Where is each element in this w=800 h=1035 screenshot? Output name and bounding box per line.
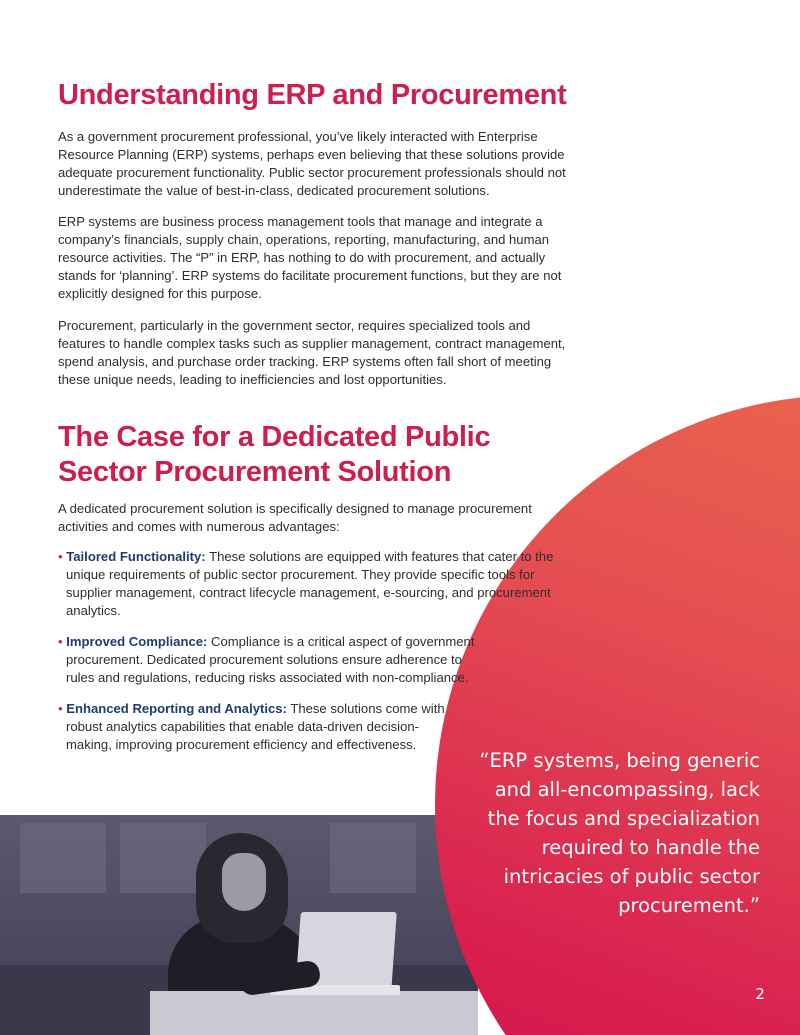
bullet-marker: •	[58, 701, 67, 716]
pull-quote: “ERP systems, being generic and all-encompassing, lack the focus and specialization required to handle the intricacies of public sector procurement.”	[479, 749, 760, 917]
bullet-term: Improved Compliance:	[66, 634, 208, 649]
paragraph-dedicated-intro: A dedicated procurement solution is specifically designed to manage procurement activities and comes with numerous advantages:	[58, 501, 532, 534]
bullet-term: Enhanced Reporting and Analytics:	[66, 701, 287, 716]
section-heading-understanding: Understanding ERP and Procurement	[58, 79, 567, 111]
bullet-term: Tailored Functionality:	[66, 549, 206, 564]
paragraph-procurement-needs: Procurement, particularly in the government sector, requires specialized tools and features to handle complex tasks such as supplier management, contract management, spend analysis, and purchase order tracking. ERP systems often fall short of meeting these unique needs, leading to inefficiencies and lost opportunities.	[58, 318, 566, 387]
paragraph-erp-definition: ERP systems are business process management tools that manage and integrate a company’s financials, supply chain, operations, reporting, manufacturing, and human resource activities. The “P” in ERP, has nothing to do with procurement, and actually stands for ‘planning’. ERP systems do facilitate procurement functions, but they are not explicitly designed for this purpose.	[58, 214, 562, 301]
section-heading-case-line2: Sector Procurement Solution	[58, 456, 452, 488]
bullet-marker: •	[58, 634, 67, 649]
bullet-enhanced-reporting	[58, 700, 451, 754]
bullet-tailored-functionality	[58, 548, 566, 620]
bullet-text: These solutions are equipped with features that cater to the unique requirements of public sector procurement. They provide specific tools for supplier management, contract lifecycle management, e-sourcing, and procurement analytics.	[66, 549, 554, 618]
bullet-text: These solutions come with robust analytics capabilities that enable data-driven decision-making, improving procurement efficiency and effectiveness.	[66, 701, 445, 752]
section-heading-case	[58, 420, 618, 490]
bullet-text: Compliance is a critical aspect of government procurement. Dedicated procurement solutions ensure adherence to rules and regulations, reducing risks associated with non-compliance.	[66, 634, 475, 685]
woman-at-laptop-photo	[0, 815, 478, 1035]
page-number: 2	[755, 985, 765, 1003]
section-heading-case-line1: The Case for a Dedicated Public	[58, 421, 491, 453]
paragraph-intro: As a government procurement professional, you’ve likely interacted with Enterprise Resource Planning (ERP) systems, perhaps even believing that these solutions provide adequate procurement functionality. Public sector procurement professionals should not underestimate the value of best-in-class, dedicated procurement solutions.	[58, 129, 566, 198]
decorative-circle	[435, 395, 800, 1035]
bullet-improved-compliance	[58, 633, 486, 687]
bullet-marker: •	[58, 549, 67, 564]
